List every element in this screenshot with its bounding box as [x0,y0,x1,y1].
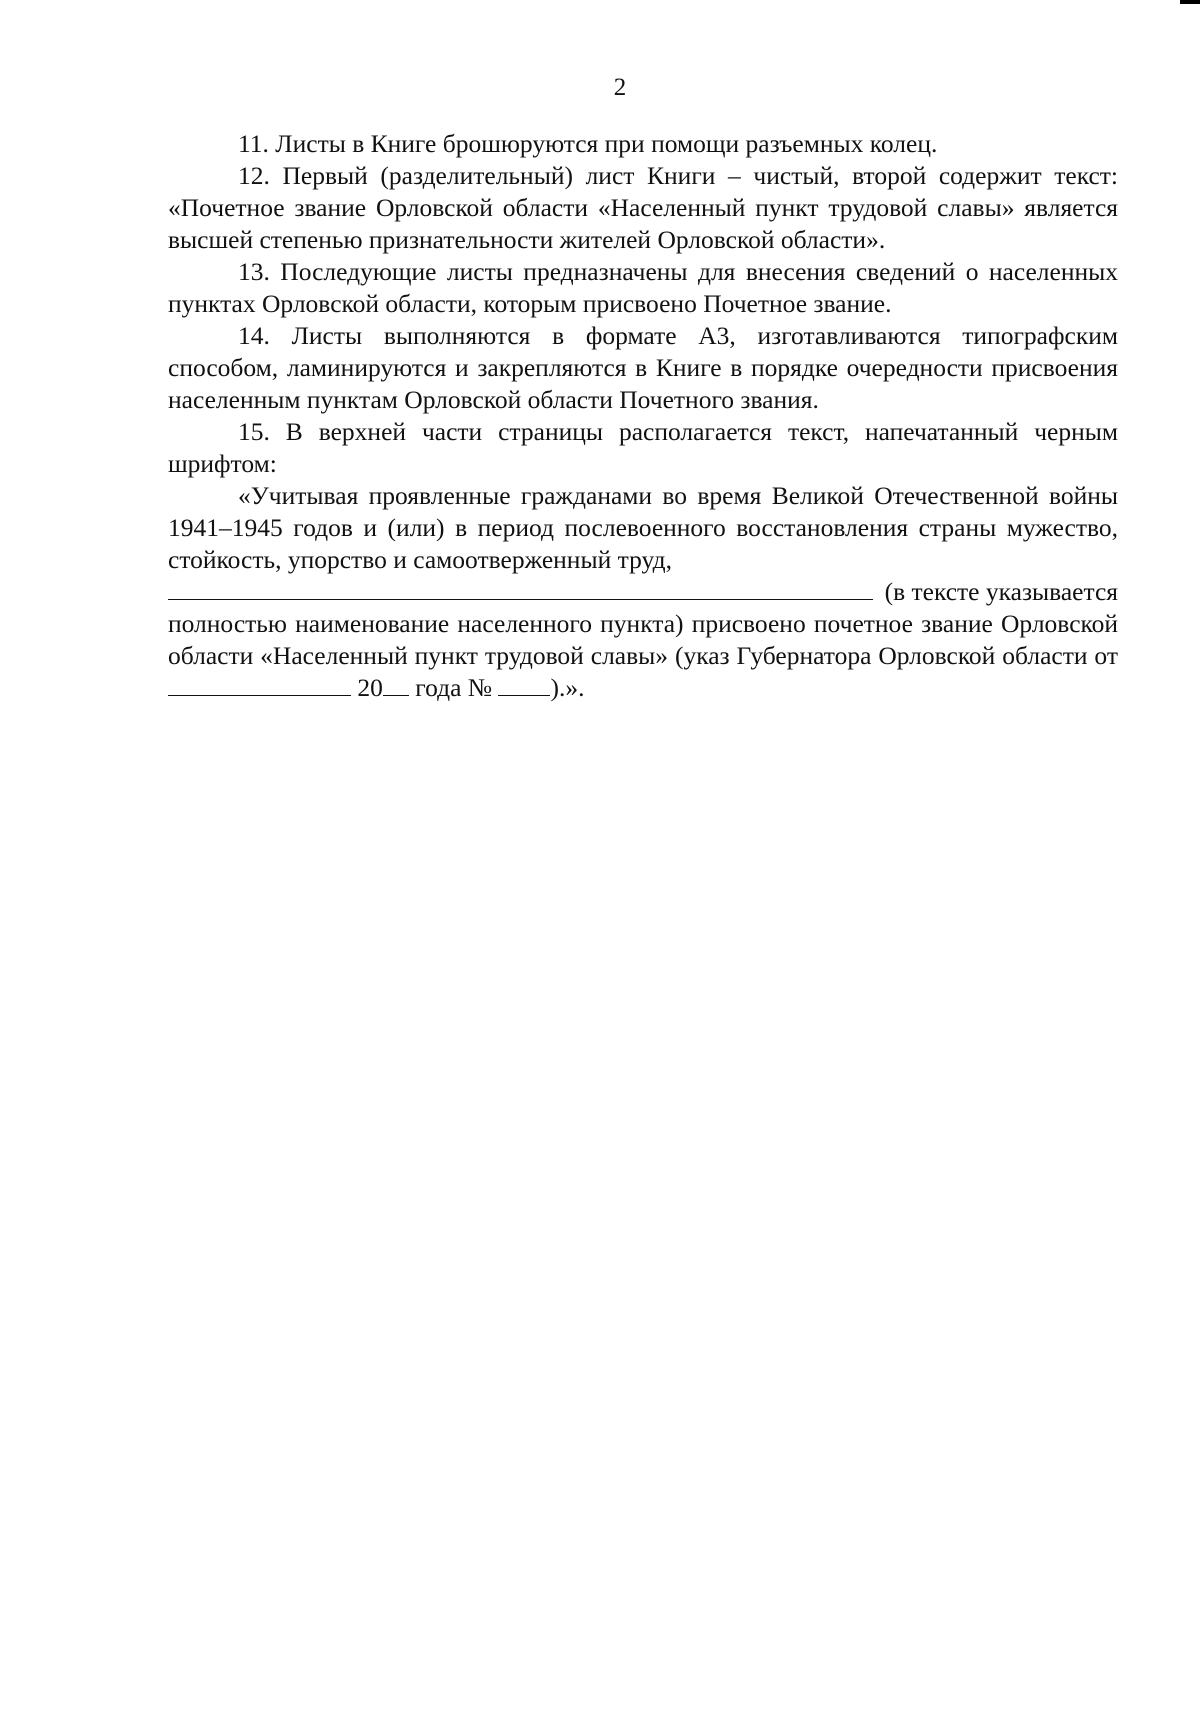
quote-closing [168,608,1118,704]
scan-edge-mark [1180,0,1200,4]
paragraph-12: 12. Первый (разделительный) лист Книги – чистый, второй содержит текст: «Почетное звание Орловской области «Населенный пункт трудовой славы» является высшей степенью признательности жителей Орловской области». [168,161,1118,254]
decree-year-blank [383,673,409,696]
settlement-name-blank [168,599,873,600]
paragraph-14: 14. Листы выполняются в формате А3, изготавливаются типографским способом, ламинируются и закрепляются в Книге в порядке очередности присвоения населенным пунктам Орловской области Почетного звания. [168,321,1118,414]
page-number: 2 [613,74,627,101]
settlement-name-line [168,576,1118,608]
quote-part-4: 20 [357,673,383,702]
document-body [168,128,1118,704]
quote-part-5: года № [415,673,493,702]
paragraph-13: 13. Последующие листы предназначены для внесения сведений о населенных пунктах Орловской области, которым присвоено Почетное звание. [168,257,1118,318]
quote-part-3: полностью наименование населенного пункта) присвоено почетное звание Орловской области «Населенный пункт трудовой славы» (указ Губернатора Орловской области от [168,609,1118,670]
quote-part-2: (в тексте указывается [884,577,1118,606]
quote-part-1: «Учитывая проявленные гражданами во время Великой Отечественной войны 1941–1945 годов и (или) в период послевоенного восстановления страны мужество, стойкость, упорство и самоотверженный труд, [168,481,1118,574]
paragraph-11: 11. Листы в Книге брошюруются при помощи разъемных колец. [238,129,938,158]
decree-number-blank [498,673,550,696]
decree-date-blank [168,673,351,696]
quote-part-6: ).». [550,673,585,702]
paragraph-15: 15. В верхней части страницы располагается текст, напечатанный черным шрифтом: [168,417,1118,478]
quoted-template-text [168,480,1118,704]
